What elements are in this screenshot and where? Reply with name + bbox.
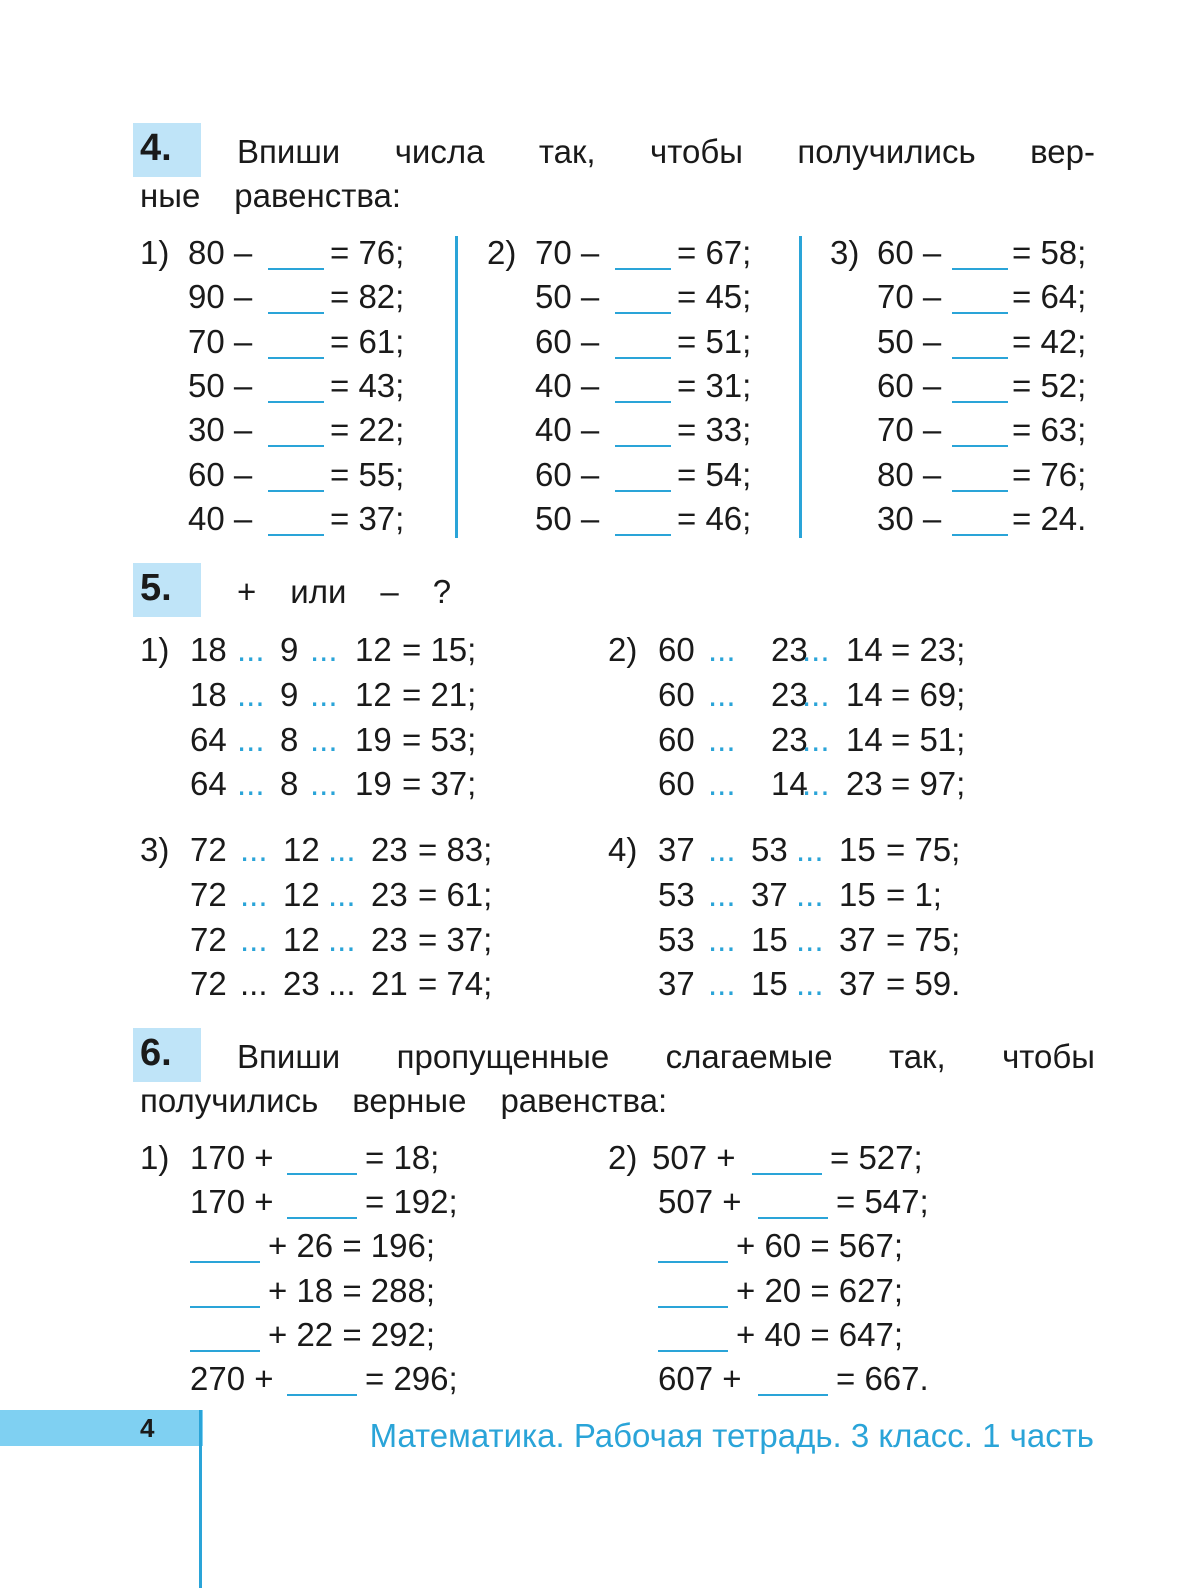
operand: 14 — [846, 675, 883, 713]
word: верные — [352, 1082, 467, 1119]
operator-blank: ... — [237, 765, 265, 803]
addend: 507 + — [658, 1183, 742, 1221]
answer-blank[interactable] — [268, 371, 324, 403]
minuend: 70 – — [188, 322, 253, 360]
answer-blank[interactable] — [615, 371, 671, 403]
operand: 64 — [190, 720, 227, 758]
minuend: 30 – — [877, 499, 942, 537]
answer-blank[interactable] — [287, 1187, 357, 1219]
operand: 64 — [190, 765, 227, 803]
result: = 23; — [891, 631, 966, 668]
operator-blank: ... — [708, 631, 736, 668]
operator-blank: ... — [237, 631, 265, 668]
difference: = 51; — [677, 322, 752, 360]
operand: 53 — [658, 920, 695, 958]
word: получились — [140, 1082, 319, 1119]
operand: 72 — [190, 920, 227, 958]
operator-blank: ... — [708, 875, 736, 913]
answer-blank[interactable] — [952, 327, 1008, 359]
group-label: 3) — [140, 831, 170, 868]
operand: 14 — [846, 631, 883, 668]
answer-blank[interactable] — [268, 460, 324, 492]
operand: 21 — [371, 965, 408, 1003]
operand: 23 — [371, 875, 408, 913]
operator-blank: ... — [240, 831, 268, 868]
column-divider — [799, 236, 802, 538]
sum: = 527; — [830, 1139, 923, 1176]
plus-sign: + — [237, 573, 257, 610]
footer-margin-line — [199, 1410, 202, 1588]
task-4-instruction-line-1 — [237, 130, 1095, 174]
sum: + 26 = 196; — [268, 1227, 435, 1265]
sum: + 60 = 567; — [736, 1227, 903, 1265]
group-label: 1) — [140, 1139, 170, 1176]
operand: 12 — [355, 631, 392, 668]
operator-blank: ... — [328, 965, 356, 1003]
task-6-badge — [133, 1028, 201, 1082]
difference: = 45; — [677, 278, 752, 316]
answer-blank[interactable] — [758, 1364, 828, 1396]
difference: = 31; — [677, 366, 752, 404]
difference: = 43; — [330, 366, 405, 404]
minuend: 80 – — [877, 455, 942, 493]
result: = 61; — [418, 875, 493, 913]
column-divider — [455, 236, 458, 538]
operand: 72 — [190, 875, 227, 913]
operator-blank: ... — [310, 720, 338, 758]
operand: 37 — [658, 831, 695, 868]
word: вер- — [1030, 133, 1095, 170]
answer-blank[interactable] — [268, 504, 324, 536]
minuend: 60 – — [877, 234, 942, 271]
minuend: 50 – — [535, 278, 600, 316]
word: Впиши — [237, 133, 341, 170]
operand: 23 — [771, 631, 808, 668]
task-4-number: 4. — [140, 127, 172, 169]
answer-blank[interactable] — [952, 504, 1008, 536]
result: = 15; — [402, 631, 477, 668]
operator-blank: ... — [796, 920, 824, 958]
result: = 37; — [418, 920, 493, 958]
operator-blank: ... — [240, 965, 268, 1003]
minuend: 60 – — [535, 322, 600, 360]
result: = 97; — [891, 765, 966, 803]
operator-blank: ... — [328, 920, 356, 958]
difference: = 63; — [1012, 411, 1087, 449]
operator-blank: ... — [237, 720, 265, 758]
result: = 75; — [886, 920, 961, 958]
operator-blank: ... — [240, 920, 268, 958]
operand: 23 — [371, 920, 408, 958]
addend: 607 + — [658, 1360, 742, 1397]
answer-blank[interactable] — [615, 282, 671, 314]
column-label: 2) — [487, 234, 517, 271]
result: = 83; — [418, 831, 493, 868]
difference: = 33; — [677, 411, 752, 449]
group-label: 2) — [608, 1139, 638, 1176]
operand: 15 — [751, 965, 788, 1003]
operand: 60 — [658, 631, 695, 668]
result: = 75; — [886, 831, 961, 868]
task-6-number: 6. — [140, 1032, 172, 1074]
addend: 507 + — [652, 1139, 736, 1176]
operand: 53 — [751, 831, 788, 868]
minuend: 60 – — [188, 455, 253, 493]
operator-blank: ... — [708, 831, 736, 868]
group-label: 4) — [608, 831, 638, 868]
sum: = 667. — [836, 1360, 929, 1397]
operand: 18 — [190, 631, 227, 668]
operand: 8 — [280, 720, 299, 758]
task-4-instruction-line-2 — [140, 174, 401, 218]
word: слагаемые — [665, 1038, 833, 1075]
sum: = 296; — [365, 1360, 458, 1397]
answer-blank[interactable] — [190, 1320, 260, 1352]
operator-blank: ... — [796, 875, 824, 913]
operand: 18 — [190, 675, 227, 713]
operator-blank: ... — [708, 965, 736, 1003]
answer-blank[interactable] — [952, 238, 1008, 270]
answer-blank[interactable] — [268, 282, 324, 314]
difference: = 58; — [1012, 234, 1087, 271]
result: = 51; — [891, 720, 966, 758]
answer-blank[interactable] — [287, 1143, 357, 1175]
word: так, — [888, 1038, 946, 1075]
result: = 59. — [886, 965, 961, 1003]
word: так, — [538, 133, 596, 170]
task-4-instruction — [237, 130, 1095, 174]
sum: + 18 = 288; — [268, 1271, 435, 1309]
answer-blank[interactable] — [615, 504, 671, 536]
result: = 1; — [886, 875, 942, 913]
difference: = 24. — [1012, 499, 1087, 537]
minuend: 70 – — [877, 278, 942, 316]
minuend: 40 – — [188, 499, 253, 537]
operand: 23 — [771, 720, 808, 758]
operator-blank: ... — [802, 765, 830, 803]
operand: 9 — [280, 631, 299, 668]
answer-blank[interactable] — [952, 415, 1008, 447]
group-label: 1) — [140, 631, 170, 668]
answer-blank[interactable] — [758, 1187, 828, 1219]
operand: 60 — [658, 765, 695, 803]
task-5-badge — [133, 563, 201, 617]
operand: 37 — [751, 875, 788, 913]
minuend: 40 – — [535, 411, 600, 449]
column-label: 3) — [830, 234, 860, 271]
page-number: 4 — [140, 1413, 155, 1443]
task-5-prompt — [237, 570, 451, 614]
operand: 53 — [658, 875, 695, 913]
answer-blank[interactable] — [615, 327, 671, 359]
operand: 19 — [355, 765, 392, 803]
answer-blank[interactable] — [268, 327, 324, 359]
word: или — [290, 573, 347, 610]
operand: 12 — [283, 920, 320, 958]
operand: 72 — [190, 965, 227, 1003]
word: пропущенные — [396, 1038, 610, 1075]
difference: = 64; — [1012, 278, 1087, 316]
operator-blank: ... — [802, 675, 830, 713]
minuend: 60 – — [535, 455, 600, 493]
operand: 60 — [658, 675, 695, 713]
difference: = 82; — [330, 278, 405, 316]
word: чтобы — [650, 133, 743, 170]
operator-blank: ... — [328, 875, 356, 913]
word: равенства: — [500, 1082, 668, 1119]
sum: + 20 = 627; — [736, 1271, 903, 1309]
answer-blank[interactable] — [658, 1276, 728, 1308]
minuend: 50 – — [877, 322, 942, 360]
operand: 12 — [283, 831, 320, 868]
answer-blank[interactable] — [752, 1143, 822, 1175]
operator-blank: ... — [796, 831, 824, 868]
result: = 74; — [418, 965, 493, 1003]
difference: = 61; — [330, 322, 405, 360]
operand: 15 — [839, 875, 876, 913]
operand: 19 — [355, 720, 392, 758]
difference: = 22; — [330, 411, 405, 449]
operand: 15 — [839, 831, 876, 868]
answer-blank[interactable] — [658, 1320, 728, 1352]
answer-blank[interactable] — [615, 460, 671, 492]
answer-blank[interactable] — [615, 415, 671, 447]
difference: = 54; — [677, 455, 752, 493]
difference: = 76; — [330, 234, 405, 271]
operator-blank: ... — [708, 720, 736, 758]
sum: + 22 = 292; — [268, 1315, 435, 1353]
question-mark: ? — [432, 573, 452, 610]
sum: = 547; — [836, 1183, 929, 1221]
operand: 12 — [283, 875, 320, 913]
result: = 21; — [402, 675, 477, 713]
footer-bar — [0, 1410, 203, 1446]
answer-blank[interactable] — [952, 282, 1008, 314]
operator-blank: ... — [708, 675, 736, 713]
minuend: 70 – — [535, 234, 600, 271]
result: = 53; — [402, 720, 477, 758]
answer-blank[interactable] — [268, 238, 324, 270]
word: Впиши — [237, 1038, 341, 1075]
operator-blank: ... — [237, 675, 265, 713]
task-6-instruction — [237, 1035, 1095, 1079]
operand: 37 — [839, 920, 876, 958]
column-label: 1) — [140, 234, 170, 271]
answer-blank[interactable] — [190, 1231, 260, 1263]
sum: = 192; — [365, 1183, 458, 1221]
answer-blank[interactable] — [952, 371, 1008, 403]
answer-blank[interactable] — [190, 1276, 260, 1308]
operand: 23 — [283, 965, 320, 1003]
answer-blank[interactable] — [615, 238, 671, 270]
operand: 15 — [751, 920, 788, 958]
difference: = 52; — [1012, 366, 1087, 404]
result: = 69; — [891, 675, 966, 713]
difference: = 76; — [1012, 455, 1087, 493]
book-title: Математика. Рабочая тетрадь. 3 класс. 1 часть — [369, 1417, 1094, 1454]
word: чтобы — [1002, 1038, 1095, 1075]
operator-blank: ... — [240, 875, 268, 913]
operand: 37 — [839, 965, 876, 1003]
operand: 23 — [771, 675, 808, 713]
group-label: 2) — [608, 631, 638, 668]
operand: 14 — [771, 765, 808, 803]
operand: 23 — [371, 831, 408, 868]
answer-blank[interactable] — [287, 1364, 357, 1396]
difference: = 37; — [330, 499, 405, 537]
operator-blank: ... — [310, 675, 338, 713]
operand: 9 — [280, 675, 299, 713]
operator-blank: ... — [802, 631, 830, 668]
word: получились — [797, 133, 976, 170]
sum: + 40 = 647; — [736, 1315, 903, 1353]
addend: 170 + — [190, 1139, 274, 1176]
difference: = 67; — [677, 234, 752, 271]
task-5-number: 5. — [140, 567, 172, 609]
answer-blank[interactable] — [268, 415, 324, 447]
minuend: 40 – — [535, 366, 600, 404]
difference: = 55; — [330, 455, 405, 493]
operand: 60 — [658, 720, 695, 758]
minuend: 50 – — [188, 366, 253, 404]
minus-sign: – — [380, 573, 399, 610]
result: = 37; — [402, 765, 477, 803]
operand: 72 — [190, 831, 227, 868]
operator-blank: ... — [708, 920, 736, 958]
operator-blank: ... — [708, 765, 736, 803]
sum: = 18; — [365, 1139, 440, 1176]
operand: 12 — [355, 675, 392, 713]
minuend: 80 – — [188, 234, 253, 271]
minuend: 50 – — [535, 499, 600, 537]
task-6-instruction-line-2 — [140, 1079, 667, 1123]
task-4-badge — [133, 123, 201, 177]
word: числа — [394, 133, 485, 170]
task-6-instruction-line-1 — [237, 1035, 1095, 1079]
operand: 37 — [658, 965, 695, 1003]
addend: 170 + — [190, 1183, 274, 1221]
word: равенства: — [234, 177, 402, 214]
operand: 14 — [846, 720, 883, 758]
operator-blank: ... — [328, 831, 356, 868]
answer-blank[interactable] — [658, 1231, 728, 1263]
minuend: 90 – — [188, 278, 253, 316]
difference: = 42; — [1012, 322, 1087, 360]
operator-blank: ... — [796, 965, 824, 1003]
minuend: 70 – — [877, 411, 942, 449]
difference: = 46; — [677, 499, 752, 537]
operator-blank: ... — [310, 631, 338, 668]
minuend: 30 – — [188, 411, 253, 449]
word: ные — [140, 177, 201, 214]
answer-blank[interactable] — [952, 460, 1008, 492]
operator-blank: ... — [310, 765, 338, 803]
minuend: 60 – — [877, 366, 942, 404]
operand: 8 — [280, 765, 299, 803]
operand: 23 — [846, 765, 883, 803]
operator-blank: ... — [802, 720, 830, 758]
addend: 270 + — [190, 1360, 274, 1397]
